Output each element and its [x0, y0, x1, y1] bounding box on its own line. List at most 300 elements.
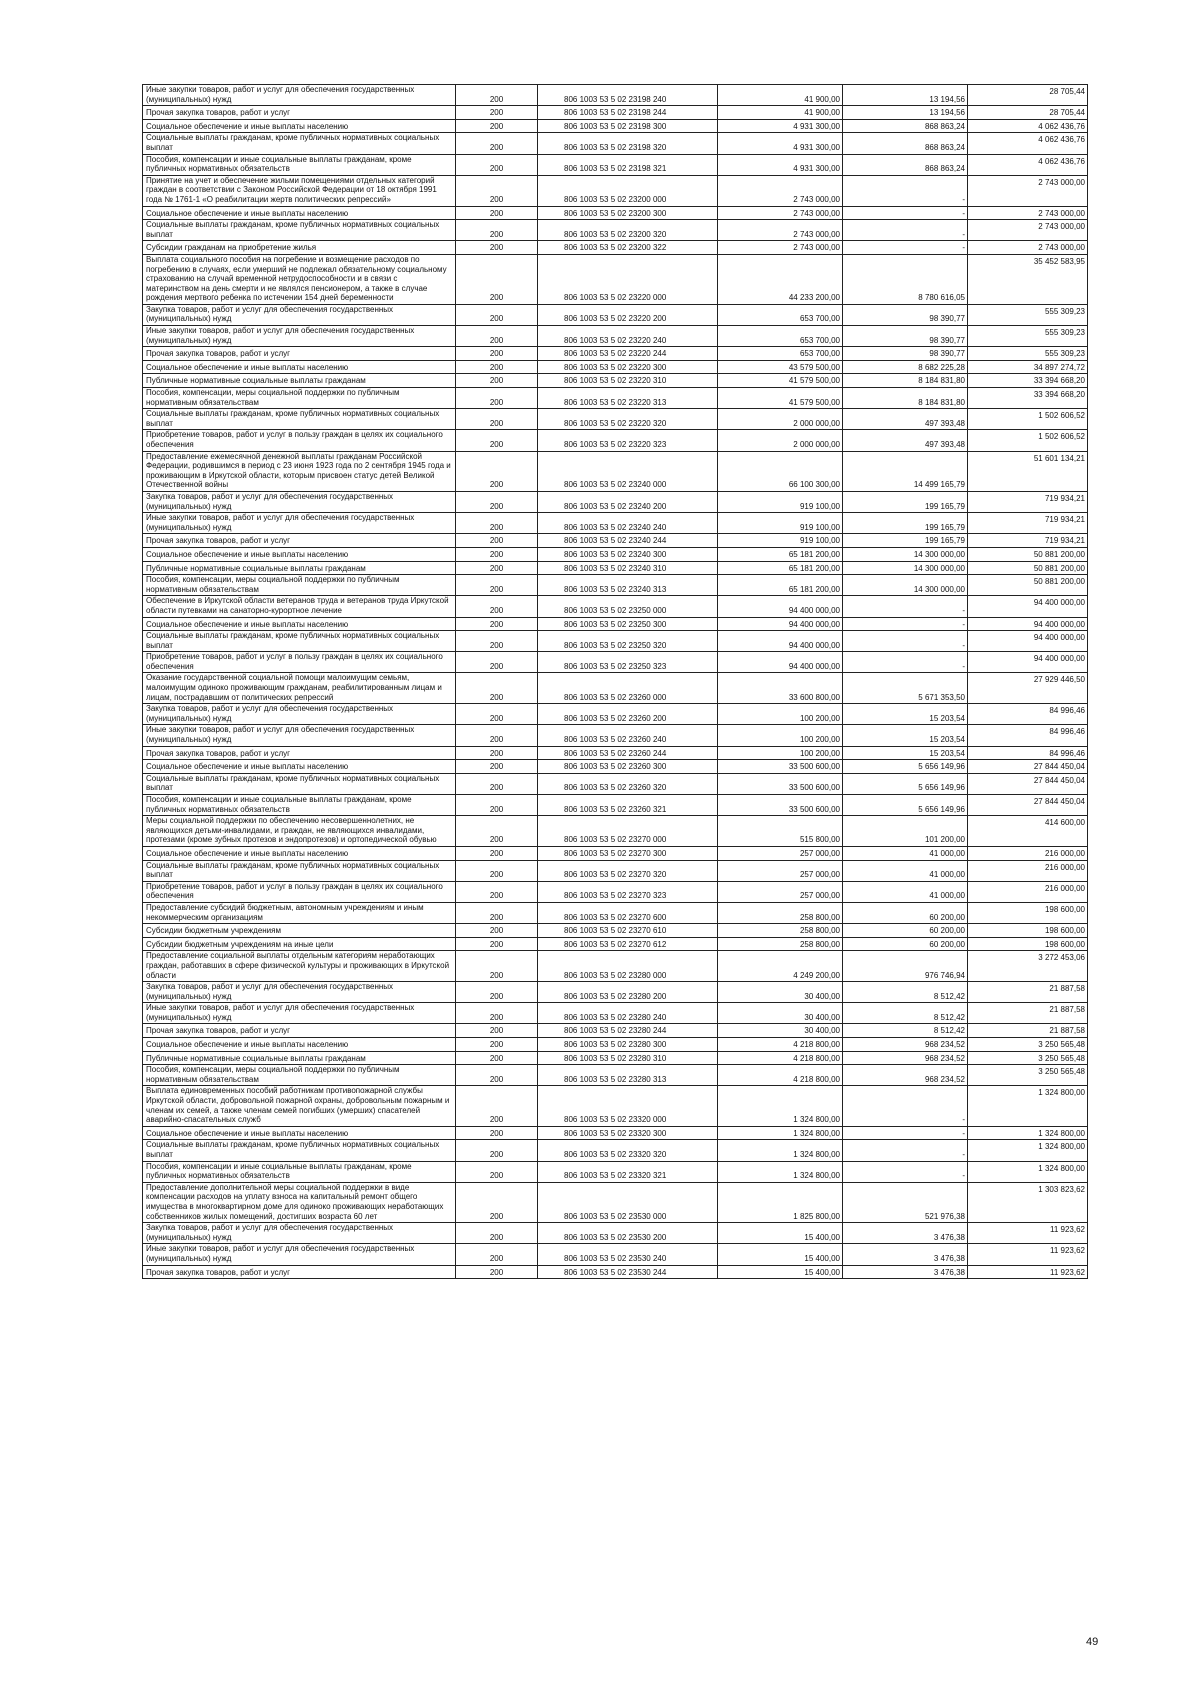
approved-budget-cell: 33 600 800,00 [718, 673, 843, 704]
indicator-name-cell: Субсидии бюджетным учреждениям [143, 924, 456, 938]
unexecuted-cell: 216 000,00 [968, 860, 1088, 881]
unexecuted-cell: 2 743 000,00 [968, 206, 1088, 220]
executed-cell: 14 300 000,00 [843, 575, 968, 596]
line-code-cell: 200 [456, 795, 538, 816]
table-row [143, 1024, 1088, 1038]
approved-budget-cell: 30 400,00 [718, 982, 843, 1003]
indicator-name-cell: Социальные выплаты гражданам, кроме публичных нормативных социальных выплат [143, 409, 456, 430]
line-code-cell: 200 [456, 652, 538, 673]
executed-cell: 968 234,52 [843, 1065, 968, 1086]
executed-cell: 8 184 831,80 [843, 374, 968, 388]
budget-classification-code-cell: 806 1003 53 5 02 23240 300 [538, 547, 718, 561]
executed-cell: 5 656 149,96 [843, 773, 968, 794]
executed-cell: - [843, 1161, 968, 1182]
budget-classification-code-cell: 806 1003 53 5 02 23220 320 [538, 409, 718, 430]
line-code-cell: 200 [456, 1003, 538, 1024]
approved-budget-cell: 4 931 300,00 [718, 119, 843, 133]
budget-classification-code-cell: 806 1003 53 5 02 23240 000 [538, 451, 718, 491]
unexecuted-cell: 3 250 565,48 [968, 1038, 1088, 1052]
approved-budget-cell: 4 218 800,00 [718, 1065, 843, 1086]
indicator-name-cell: Приобретение товаров, работ и услуг в пользу граждан в целях их социального обеспечения [143, 430, 456, 451]
executed-cell: 15 203,54 [843, 725, 968, 746]
executed-cell: 14 499 165,79 [843, 451, 968, 491]
indicator-name-cell: Пособия, компенсации и иные социальные выплаты гражданам, кроме публичных нормативных обязательств [143, 1161, 456, 1182]
indicator-name-cell: Социальное обеспечение и иные выплаты населению [143, 206, 456, 220]
unexecuted-cell: 94 400 000,00 [968, 617, 1088, 631]
approved-budget-cell: 257 000,00 [718, 860, 843, 881]
line-code-cell: 200 [456, 902, 538, 923]
budget-classification-code-cell: 806 1003 53 5 02 23220 000 [538, 254, 718, 304]
approved-budget-cell: 4 218 800,00 [718, 1038, 843, 1052]
approved-budget-cell: 919 100,00 [718, 491, 843, 512]
unexecuted-cell: 84 996,46 [968, 746, 1088, 760]
line-code-cell: 200 [456, 491, 538, 512]
executed-cell: 497 393,48 [843, 409, 968, 430]
line-code-cell: 200 [456, 704, 538, 725]
budget-classification-code-cell: 806 1003 53 5 02 23260 321 [538, 795, 718, 816]
budget-classification-code-cell: 806 1003 53 5 02 23270 000 [538, 816, 718, 847]
table-row [143, 631, 1088, 652]
indicator-name-cell: Выплата социального пособия на погребение и возмещение расходов по погребению в случаях, если умерший не подлежал обязательному социальному страхованию на случай временной нетрудоспособности и в связи с материнством на день смерти и не являлся пенсионером, а также в случае рождения мертвого ребенка по истечении 154 дней беременности [143, 254, 456, 304]
budget-classification-code-cell: 806 1003 53 5 02 23260 300 [538, 760, 718, 774]
budget-classification-code-cell: 806 1003 53 5 02 23320 320 [538, 1140, 718, 1161]
approved-budget-cell: 44 233 200,00 [718, 254, 843, 304]
indicator-name-cell: Иные закупки товаров, работ и услуг для обеспечения государственных (муниципальных) нужд [143, 725, 456, 746]
unexecuted-cell: 1 324 800,00 [968, 1086, 1088, 1126]
budget-classification-code-cell: 806 1003 53 5 02 23240 310 [538, 561, 718, 575]
approved-budget-cell: 1 324 800,00 [718, 1140, 843, 1161]
executed-cell: 8 780 616,05 [843, 254, 968, 304]
approved-budget-cell: 43 579 500,00 [718, 360, 843, 374]
table-row [143, 106, 1088, 120]
line-code-cell: 200 [456, 547, 538, 561]
executed-cell: 968 234,52 [843, 1038, 968, 1052]
line-code-cell: 200 [456, 816, 538, 847]
indicator-name-cell: Социальные выплаты гражданам, кроме публичных нормативных социальных выплат [143, 133, 456, 154]
line-code-cell: 200 [456, 846, 538, 860]
executed-cell: 8 682 225,28 [843, 360, 968, 374]
table-row [143, 1051, 1088, 1065]
table-body [143, 85, 1088, 1279]
table-row [143, 652, 1088, 673]
table-row [143, 1161, 1088, 1182]
line-code-cell: 200 [456, 773, 538, 794]
table-row [143, 846, 1088, 860]
approved-budget-cell: 2 000 000,00 [718, 409, 843, 430]
budget-classification-code-cell: 806 1003 53 5 02 23280 310 [538, 1051, 718, 1065]
executed-cell: - [843, 631, 968, 652]
line-code-cell: 200 [456, 746, 538, 760]
executed-cell: 60 200,00 [843, 902, 968, 923]
indicator-name-cell: Закупка товаров, работ и услуг для обеспечения государственных (муниципальных) нужд [143, 491, 456, 512]
executed-cell: - [843, 241, 968, 255]
indicator-name-cell: Прочая закупка товаров, работ и услуг [143, 1024, 456, 1038]
indicator-name-cell: Пособия, компенсации, меры социальной поддержки по публичным нормативным обязательствам [143, 388, 456, 409]
line-code-cell: 200 [456, 725, 538, 746]
approved-budget-cell: 2 000 000,00 [718, 430, 843, 451]
budget-classification-code-cell: 806 1003 53 5 02 23220 240 [538, 326, 718, 347]
budget-classification-code-cell: 806 1003 53 5 02 23200 320 [538, 220, 718, 241]
line-code-cell: 200 [456, 175, 538, 206]
table-row [143, 561, 1088, 575]
budget-classification-code-cell: 806 1003 53 5 02 23250 320 [538, 631, 718, 652]
approved-budget-cell: 15 400,00 [718, 1223, 843, 1244]
indicator-name-cell: Социальные выплаты гражданам, кроме публичных нормативных социальных выплат [143, 1140, 456, 1161]
indicator-name-cell: Прочая закупка товаров, работ и услуг [143, 1265, 456, 1279]
unexecuted-cell: 11 923,62 [968, 1244, 1088, 1265]
line-code-cell: 200 [456, 596, 538, 617]
budget-classification-code-cell: 806 1003 53 5 02 23240 200 [538, 491, 718, 512]
approved-budget-cell: 94 400 000,00 [718, 631, 843, 652]
unexecuted-cell: 1 324 800,00 [968, 1140, 1088, 1161]
line-code-cell: 200 [456, 1265, 538, 1279]
table-row [143, 1003, 1088, 1024]
table-row [143, 924, 1088, 938]
budget-classification-code-cell: 806 1003 53 5 02 23250 323 [538, 652, 718, 673]
executed-cell: 5 656 149,96 [843, 760, 968, 774]
unexecuted-cell: 3 250 565,48 [968, 1051, 1088, 1065]
table-row [143, 1086, 1088, 1126]
executed-cell: 3 476,38 [843, 1265, 968, 1279]
indicator-name-cell: Прочая закупка товаров, работ и услуг [143, 106, 456, 120]
budget-classification-code-cell: 806 1003 53 5 02 23250 000 [538, 596, 718, 617]
budget-classification-code-cell: 806 1003 53 5 02 23280 313 [538, 1065, 718, 1086]
table-row [143, 773, 1088, 794]
budget-classification-code-cell: 806 1003 53 5 02 23200 300 [538, 206, 718, 220]
indicator-name-cell: Предоставление субсидий бюджетным, автономным учреждениям и иным некоммерческим организациям [143, 902, 456, 923]
line-code-cell: 200 [456, 1038, 538, 1052]
executed-cell: - [843, 596, 968, 617]
unexecuted-cell: 555 309,23 [968, 326, 1088, 347]
table-row [143, 534, 1088, 548]
indicator-name-cell: Социальное обеспечение и иные выплаты населению [143, 1126, 456, 1140]
executed-cell: - [843, 175, 968, 206]
budget-classification-code-cell: 806 1003 53 5 02 23260 244 [538, 746, 718, 760]
table-row [143, 388, 1088, 409]
budget-classification-code-cell: 806 1003 53 5 02 23320 000 [538, 1086, 718, 1126]
approved-budget-cell: 30 400,00 [718, 1003, 843, 1024]
executed-cell: 199 165,79 [843, 513, 968, 534]
budget-classification-code-cell: 806 1003 53 5 02 23270 323 [538, 881, 718, 902]
indicator-name-cell: Иные закупки товаров, работ и услуг для обеспечения государственных (муниципальных) нужд [143, 85, 456, 106]
indicator-name-cell: Меры социальной поддержки по обеспечению несовершеннолетних, не являющихся детьми-инвалидами, и граждан, не являющихся инвалидами, протезами (кроме зубных протезов и эндопротезов) и ортопедической обувью [143, 816, 456, 847]
unexecuted-cell: 719 934,21 [968, 534, 1088, 548]
budget-classification-code-cell: 806 1003 53 5 02 23200 322 [538, 241, 718, 255]
indicator-name-cell: Социальное обеспечение и иные выплаты населению [143, 360, 456, 374]
approved-budget-cell: 41 579 500,00 [718, 388, 843, 409]
indicator-name-cell: Прочая закупка товаров, работ и услуг [143, 534, 456, 548]
line-code-cell: 200 [456, 451, 538, 491]
indicator-name-cell: Закупка товаров, работ и услуг для обеспечения государственных (муниципальных) нужд [143, 1223, 456, 1244]
table-row [143, 725, 1088, 746]
table-row [143, 596, 1088, 617]
budget-classification-code-cell: 806 1003 53 5 02 23260 000 [538, 673, 718, 704]
unexecuted-cell: 719 934,21 [968, 513, 1088, 534]
approved-budget-cell: 2 743 000,00 [718, 241, 843, 255]
indicator-name-cell: Иные закупки товаров, работ и услуг для обеспечения государственных (муниципальных) нужд [143, 1244, 456, 1265]
approved-budget-cell: 2 743 000,00 [718, 175, 843, 206]
budget-classification-code-cell: 806 1003 53 5 02 23240 244 [538, 534, 718, 548]
indicator-name-cell: Прочая закупка товаров, работ и услуг [143, 746, 456, 760]
approved-budget-cell: 653 700,00 [718, 304, 843, 325]
indicator-name-cell: Публичные нормативные социальные выплаты гражданам [143, 1051, 456, 1065]
executed-cell: 14 300 000,00 [843, 561, 968, 575]
table-row [143, 860, 1088, 881]
executed-cell: 60 200,00 [843, 937, 968, 951]
budget-classification-code-cell: 806 1003 53 5 02 23260 240 [538, 725, 718, 746]
unexecuted-cell: 1 324 800,00 [968, 1126, 1088, 1140]
indicator-name-cell: Пособия, компенсации и иные социальные выплаты гражданам, кроме публичных нормативных обязательств [143, 154, 456, 175]
approved-budget-cell: 1 324 800,00 [718, 1161, 843, 1182]
indicator-name-cell: Социальное обеспечение и иные выплаты населению [143, 1038, 456, 1052]
line-code-cell: 200 [456, 1161, 538, 1182]
line-code-cell: 200 [456, 1140, 538, 1161]
line-code-cell: 200 [456, 347, 538, 361]
line-code-cell: 200 [456, 360, 538, 374]
line-code-cell: 200 [456, 1051, 538, 1065]
executed-cell: 41 000,00 [843, 860, 968, 881]
table-row [143, 746, 1088, 760]
unexecuted-cell: 3 272 453,06 [968, 951, 1088, 982]
executed-cell: 101 200,00 [843, 816, 968, 847]
line-code-cell: 200 [456, 617, 538, 631]
executed-cell: 868 863,24 [843, 119, 968, 133]
budget-classification-code-cell: 806 1003 53 5 02 23240 240 [538, 513, 718, 534]
executed-cell: 5 671 353,50 [843, 673, 968, 704]
unexecuted-cell: 2 743 000,00 [968, 175, 1088, 206]
unexecuted-cell: 94 400 000,00 [968, 596, 1088, 617]
table-row [143, 1244, 1088, 1265]
indicator-name-cell: Обеспечение в Иркутской области ветеранов труда и ветеранов труда Иркутской области путевками на санаторно-курортное лечение [143, 596, 456, 617]
line-code-cell: 200 [456, 1126, 538, 1140]
approved-budget-cell: 100 200,00 [718, 704, 843, 725]
unexecuted-cell: 51 601 134,21 [968, 451, 1088, 491]
unexecuted-cell: 4 062 436,76 [968, 119, 1088, 133]
budget-classification-code-cell: 806 1003 53 5 02 23260 320 [538, 773, 718, 794]
unexecuted-cell: 94 400 000,00 [968, 631, 1088, 652]
line-code-cell: 200 [456, 326, 538, 347]
approved-budget-cell: 1 324 800,00 [718, 1086, 843, 1126]
unexecuted-cell: 33 394 668,20 [968, 388, 1088, 409]
table-row [143, 795, 1088, 816]
approved-budget-cell: 100 200,00 [718, 725, 843, 746]
line-code-cell: 200 [456, 631, 538, 652]
indicator-name-cell: Социальное обеспечение и иные выплаты населению [143, 617, 456, 631]
line-code-cell: 200 [456, 106, 538, 120]
executed-cell: 15 203,54 [843, 704, 968, 725]
executed-cell: 98 390,77 [843, 347, 968, 361]
indicator-name-cell: Социальные выплаты гражданам, кроме публичных нормативных социальных выплат [143, 631, 456, 652]
unexecuted-cell: 21 887,58 [968, 982, 1088, 1003]
unexecuted-cell: 198 600,00 [968, 924, 1088, 938]
budget-classification-code-cell: 806 1003 53 5 02 23270 600 [538, 902, 718, 923]
executed-cell: 14 300 000,00 [843, 547, 968, 561]
budget-classification-code-cell: 806 1003 53 5 02 23198 244 [538, 106, 718, 120]
approved-budget-cell: 653 700,00 [718, 347, 843, 361]
line-code-cell: 200 [456, 133, 538, 154]
line-code-cell: 200 [456, 154, 538, 175]
unexecuted-cell: 216 000,00 [968, 846, 1088, 860]
approved-budget-cell: 2 743 000,00 [718, 206, 843, 220]
line-code-cell: 200 [456, 304, 538, 325]
table-row [143, 816, 1088, 847]
budget-classification-code-cell: 806 1003 53 5 02 23260 200 [538, 704, 718, 725]
approved-budget-cell: 515 800,00 [718, 816, 843, 847]
unexecuted-cell: 555 309,23 [968, 347, 1088, 361]
budget-classification-code-cell: 806 1003 53 5 02 23220 310 [538, 374, 718, 388]
indicator-name-cell: Пособия, компенсации и иные социальные выплаты гражданам, кроме публичных нормативных обязательств [143, 795, 456, 816]
indicator-name-cell: Закупка товаров, работ и услуг для обеспечения государственных (муниципальных) нужд [143, 304, 456, 325]
indicator-name-cell: Закупка товаров, работ и услуг для обеспечения государственных (муниципальных) нужд [143, 982, 456, 1003]
unexecuted-cell: 50 881 200,00 [968, 575, 1088, 596]
approved-budget-cell: 257 000,00 [718, 881, 843, 902]
table-row [143, 617, 1088, 631]
approved-budget-cell: 41 579 500,00 [718, 374, 843, 388]
budget-classification-code-cell: 806 1003 53 5 02 23200 000 [538, 175, 718, 206]
unexecuted-cell: 4 062 436,76 [968, 133, 1088, 154]
table-row [143, 154, 1088, 175]
executed-cell: 60 200,00 [843, 924, 968, 938]
line-code-cell: 200 [456, 513, 538, 534]
unexecuted-cell: 198 600,00 [968, 902, 1088, 923]
approved-budget-cell: 100 200,00 [718, 746, 843, 760]
indicator-name-cell: Социальное обеспечение и иные выплаты населению [143, 760, 456, 774]
executed-cell: 5 656 149,96 [843, 795, 968, 816]
table-row [143, 513, 1088, 534]
indicator-name-cell: Пособия, компенсации, меры социальной поддержки по публичным нормативным обязательствам [143, 1065, 456, 1086]
line-code-cell: 200 [456, 1065, 538, 1086]
approved-budget-cell: 919 100,00 [718, 534, 843, 548]
table-row [143, 881, 1088, 902]
unexecuted-cell: 216 000,00 [968, 881, 1088, 902]
line-code-cell: 200 [456, 575, 538, 596]
budget-classification-code-cell: 806 1003 53 5 02 23240 313 [538, 575, 718, 596]
executed-cell: - [843, 1126, 968, 1140]
executed-cell: 15 203,54 [843, 746, 968, 760]
approved-budget-cell: 1 825 800,00 [718, 1182, 843, 1222]
approved-budget-cell: 33 500 600,00 [718, 760, 843, 774]
table-row [143, 133, 1088, 154]
table-row [143, 1140, 1088, 1161]
executed-cell: 521 976,38 [843, 1182, 968, 1222]
table-row [143, 1065, 1088, 1086]
executed-cell: 3 476,38 [843, 1223, 968, 1244]
executed-cell: - [843, 220, 968, 241]
table-row [143, 119, 1088, 133]
unexecuted-cell: 35 452 583,95 [968, 254, 1088, 304]
budget-classification-code-cell: 806 1003 53 5 02 23320 300 [538, 1126, 718, 1140]
table-row [143, 982, 1088, 1003]
line-code-cell: 200 [456, 937, 538, 951]
line-code-cell: 200 [456, 951, 538, 982]
line-code-cell: 200 [456, 254, 538, 304]
indicator-name-cell: Социальные выплаты гражданам, кроме публичных нормативных социальных выплат [143, 773, 456, 794]
unexecuted-cell: 2 743 000,00 [968, 220, 1088, 241]
line-code-cell: 200 [456, 1024, 538, 1038]
line-code-cell: 200 [456, 760, 538, 774]
executed-cell: 8 184 831,80 [843, 388, 968, 409]
approved-budget-cell: 65 181 200,00 [718, 561, 843, 575]
indicator-name-cell: Социальное обеспечение и иные выплаты населению [143, 119, 456, 133]
indicator-name-cell: Публичные нормативные социальные выплаты гражданам [143, 561, 456, 575]
line-code-cell: 200 [456, 1223, 538, 1244]
unexecuted-cell: 27 844 450,04 [968, 760, 1088, 774]
unexecuted-cell: 414 600,00 [968, 816, 1088, 847]
line-code-cell: 200 [456, 430, 538, 451]
table-row [143, 1126, 1088, 1140]
line-code-cell: 200 [456, 860, 538, 881]
unexecuted-cell: 27 929 446,50 [968, 673, 1088, 704]
budget-classification-code-cell: 806 1003 53 5 02 23270 320 [538, 860, 718, 881]
table-row [143, 575, 1088, 596]
table-row [143, 409, 1088, 430]
table-row [143, 1223, 1088, 1244]
table-row [143, 451, 1088, 491]
budget-classification-code-cell: 806 1003 53 5 02 23198 240 [538, 85, 718, 106]
executed-cell: 199 165,79 [843, 534, 968, 548]
indicator-name-cell: Приобретение товаров, работ и услуг в пользу граждан в целях их социального обеспечения [143, 652, 456, 673]
approved-budget-cell: 258 800,00 [718, 902, 843, 923]
line-code-cell: 200 [456, 388, 538, 409]
executed-cell: - [843, 652, 968, 673]
indicator-name-cell: Пособия, компенсации, меры социальной поддержки по публичным нормативным обязательствам [143, 575, 456, 596]
indicator-name-cell: Предоставление дополнительной меры социальной поддержки в виде компенсации расходов на уплату взноса на капитальный ремонт общего имущества в многоквартирном доме для одиноко проживающих неработающих собственников жилых помещений, достигших возраста 60 лет [143, 1182, 456, 1222]
table-row [143, 491, 1088, 512]
table-row [143, 1182, 1088, 1222]
approved-budget-cell: 4 218 800,00 [718, 1051, 843, 1065]
executed-cell: 13 194,56 [843, 85, 968, 106]
line-code-cell: 200 [456, 924, 538, 938]
line-code-cell: 200 [456, 206, 538, 220]
line-code-cell: 200 [456, 982, 538, 1003]
table-row [143, 220, 1088, 241]
indicator-name-cell: Оказание государственной социальной помощи малоимущим семьям, малоимущим одиноко проживающим гражданам, реабилитированным лицам и лицам, пострадавшим от политических репрессий [143, 673, 456, 704]
executed-cell: - [843, 206, 968, 220]
budget-classification-code-cell: 806 1003 53 5 02 23220 244 [538, 347, 718, 361]
line-code-cell: 200 [456, 1086, 538, 1126]
budget-classification-code-cell: 806 1003 53 5 02 23280 240 [538, 1003, 718, 1024]
budget-classification-code-cell: 806 1003 53 5 02 23270 610 [538, 924, 718, 938]
unexecuted-cell: 21 887,58 [968, 1024, 1088, 1038]
indicator-name-cell: Иные закупки товаров, работ и услуг для обеспечения государственных (муниципальных) нужд [143, 1003, 456, 1024]
unexecuted-cell: 1 303 823,62 [968, 1182, 1088, 1222]
approved-budget-cell: 258 800,00 [718, 924, 843, 938]
unexecuted-cell: 34 897 274,72 [968, 360, 1088, 374]
executed-cell: - [843, 1086, 968, 1126]
approved-budget-cell: 41 900,00 [718, 106, 843, 120]
unexecuted-cell: 50 881 200,00 [968, 561, 1088, 575]
table-row [143, 673, 1088, 704]
table-row [143, 937, 1088, 951]
line-code-cell: 200 [456, 881, 538, 902]
approved-budget-cell: 919 100,00 [718, 513, 843, 534]
approved-budget-cell: 258 800,00 [718, 937, 843, 951]
unexecuted-cell: 11 923,62 [968, 1223, 1088, 1244]
indicator-name-cell: Публичные нормативные социальные выплаты гражданам [143, 374, 456, 388]
table-row [143, 547, 1088, 561]
unexecuted-cell: 11 923,62 [968, 1265, 1088, 1279]
table-row [143, 760, 1088, 774]
executed-cell: 13 194,56 [843, 106, 968, 120]
line-code-cell: 200 [456, 534, 538, 548]
line-code-cell: 200 [456, 409, 538, 430]
budget-classification-code-cell: 806 1003 53 5 02 23270 612 [538, 937, 718, 951]
budget-classification-code-cell: 806 1003 53 5 02 23530 200 [538, 1223, 718, 1244]
budget-classification-code-cell: 806 1003 53 5 02 23198 321 [538, 154, 718, 175]
indicator-name-cell: Прочая закупка товаров, работ и услуг [143, 347, 456, 361]
unexecuted-cell: 21 887,58 [968, 1003, 1088, 1024]
indicator-name-cell: Иные закупки товаров, работ и услуг для обеспечения государственных (муниципальных) нужд [143, 513, 456, 534]
